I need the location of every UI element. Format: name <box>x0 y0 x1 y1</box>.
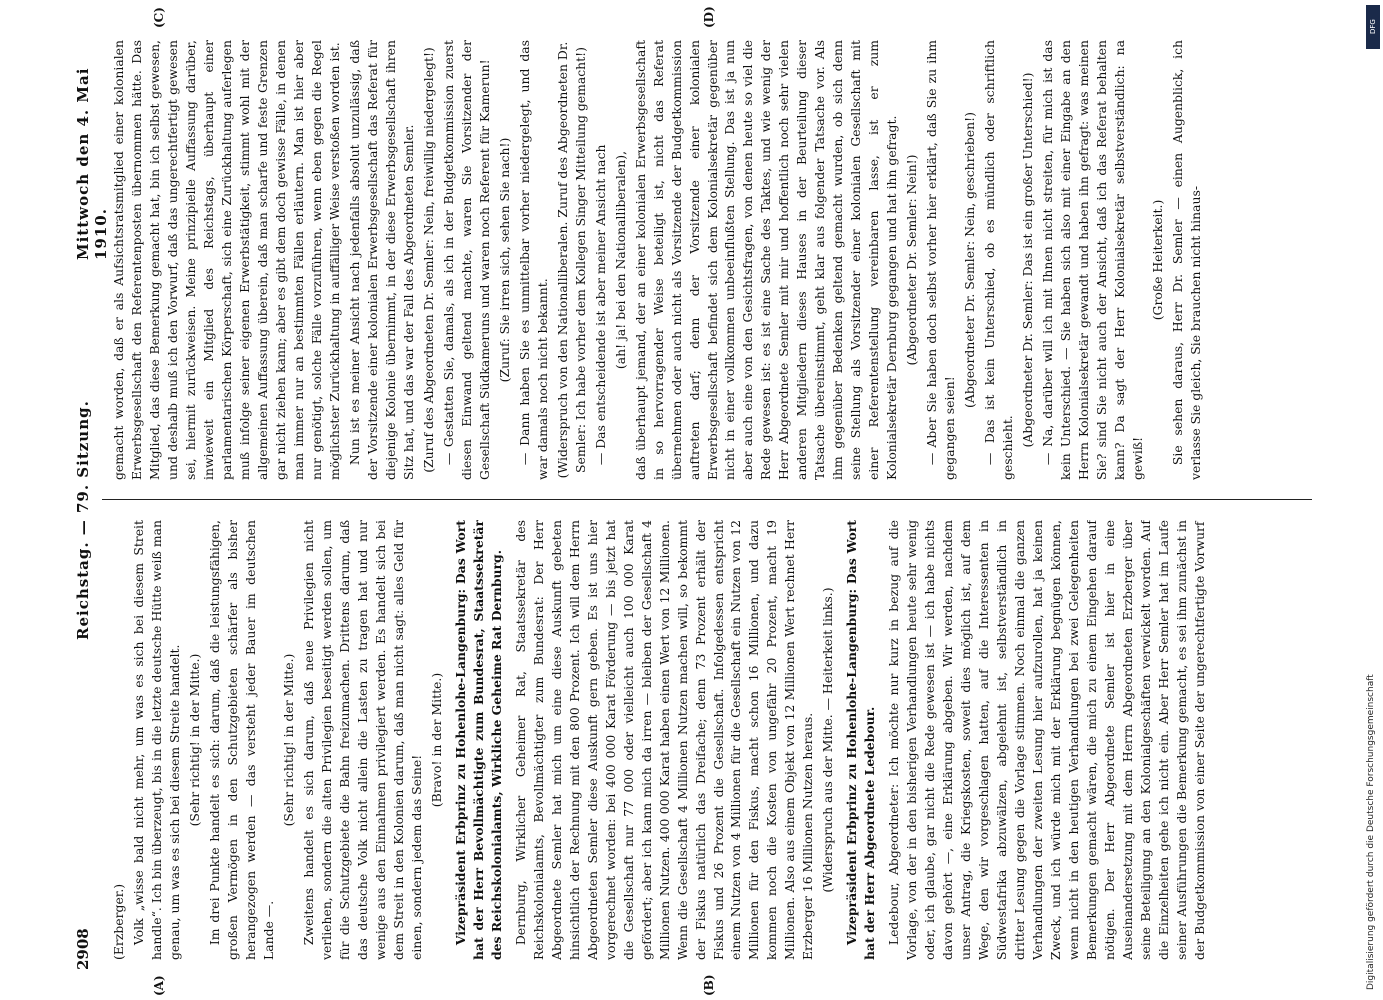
interjection: (Große Heiterkeit.) <box>1149 199 1165 321</box>
paragraph: — Aber Sie haben doch selbst vorher hier erklärt, daß Sie zu ihm gegangen seien! <box>923 40 957 480</box>
paragraph: — Das entscheidende ist aber meiner Ansicht nach <box>592 144 608 466</box>
interjection: (Abgeordneter Dr. Semler: Das ist ein großer Unterschied!) <box>1019 72 1035 448</box>
margin-marker-d: (D) <box>701 6 716 28</box>
column-divider <box>102 499 1312 500</box>
interjection: (ah! ja! bei den Nationalliberalen), <box>612 150 628 370</box>
interjection: (Abgeordneter Dr. Semler: Nein!) <box>903 154 919 366</box>
paragraph: gemacht worden, daß er als Aufsichtsratsmitglied einer kolonialen Erwerbsgesellschaft den Referentenposten übernommen hätte. Das Mitglied, das diese Bemerkung gemacht hat, bin ich selbst gewesen, und deshalb muß ich den Vorwurf, daß das ungerechtfertigt gewesen sei, hiermit zurückweisen. Meine prinzipielle Auffassung darüber, inwieweit ein Mitglied des Reichstags, überhaupt einer parlamentarischen Körperschaft, sich eine Zurückhaltung auferlegen muß infolge seiner eigenen Erwerbstätigkeit, stimmt wohl mit der allgemeinen Auffassung überein, daß man scharfe und feste Grenzen gar nicht ziehen kann; aber es gibt dem doch gewisse Fälle, in denen man immer nur an bestimmten Fällen erläutern. Man ist hier aber nur genötigt, solche Fälle vorzuführen, wenn eben gegen die Regel möglichster Zurückhaltung in auffälliger Weise verstoßen worden ist. <box>110 40 342 480</box>
chair-announcement: Vizepräsident Erbprinz zu Hohenlohe-Langenburg: Das Wort hat der Herr Bevollmächtigte zum Bundesrat, Staatssekretär des Reichskolonialamts, Wirkliche Geheime Rat Dernburg. <box>452 520 504 960</box>
paragraph: Im drei Punkte handelt es sich: darum, daß die leistungsfähigen, großen Vermögen in den Schutzgebieten schärfer als bisher herangezogen werden — das versteht jeder Bauer im deutschen Lande —. <box>206 520 276 960</box>
interjection: (Abgeordneter Dr. Semler: Nein, geschrieben!) <box>961 112 977 408</box>
dfg-logo: DFG <box>1366 5 1380 49</box>
paragraph: daß überhaupt jemand, der an einer kolonialen Erwerbsgesellschaft in so hervorragender Weise beteiligt ist, nicht das Referat übernehmen oder auch nicht als Vorsitzende der Budgetkommission auftreten darf; denn der Vorsitzende einer kolonialen Erwerbsgesellschaft befindet sich dem Kolonialsekretär gegenüber nicht in einer vollkommen unbeeinflußten Stellung. Das ist ja nun aber auch eine von den Gesichtsfragen, von denen heute so viel die Rede gewesen ist: es ist eine Sache des Taktes, und wie wenig der Herr Abgeordnete Semler mit mir und hoffentlich noch sehr vielen anderen Mitgliedern dieses Hauses in der Beurteilung dieser Tatsache übereinstimmt, geht klar aus folgender Tatsache vor. Als ihm gegenüber Bedenken geltend gemacht wurden, ob sich denn seine Stellung als Vorsitzender einer kolonialen Gesellschaft mit einer Referentenstellung vereinbaren lasse, ist er zum Kolonialsekretär Dernburg gegangen und hat ihn gefragt. <box>632 40 899 480</box>
paragraph: Nun ist es meiner Ansicht nach jedenfalls absolut unzulässig, daß der Vorsitzende einer kolonialen Erwerbsgesellschaft das Referat für diejenige Kolonie übernimmt, in der diese Erwerbsgesellschaft ihren Sitz hat, und das war der Fall des Abgeordneten Semler. <box>346 40 416 480</box>
right-column <box>110 40 1310 480</box>
interjection: (Zuruf: Sie irren sich, sehen Sie nach!) <box>496 137 512 383</box>
interjection: (Zuruf des Abgeordneten Dr. Semler: Nein, freiwillig niedergelegt!) <box>420 47 436 473</box>
interjection: (Sehr richtig! in der Mitte.) <box>280 653 296 827</box>
margin-marker-b: (B) <box>701 974 716 996</box>
interjection: (Widerspruch von den Nationalliberalen. Zuruf des Abgeordneten Dr. Semler: Ich habe vorher dem Kollegen Singer Mitteilung gemacht!) <box>554 41 588 479</box>
interjection: (Widerspruch aus der Mitte. — Heiterkeit links.) <box>819 587 835 893</box>
speech-dernburg: Dernburg, Wirklicher Geheimer Rat, Staatssekretär des Reichskolonialamts, Bevollmächtigter zum Bundesrat: Der Herr Abgeordnete Semler hat mich um eine diese Auskunft gebeten hinsichtlich der Rechnung mit den 800 Prozent. Ich will dem Herrn Abgeordneten Semler diese Auskunft gern geben. Es ist uns hier vorgerechnet worden: bei 400 000 Karat Förderung — bis jetzt hat die Gesellschaft nur 77 000 oder vielleicht auch 100 000 Karat gefördert; aber ich kann mich da irren — bleiben der Gesellschaft 4 Millionen Nutzen. 400 000 Karat haben einen Wert von 12 Millionen. Wenn die Gesellschaft 4 Millionen Nutzen machen will, so bekommt der Fiskus natürlich das Dreifache; denn 73 Prozent erhält der Fiskus und 26 Prozent die Gesellschaft. Infolgedessen entspricht einem Nutzen von 4 Millionen für die Gesellschaft ein Nutzen von 12 Millionen für den Fiskus, macht schon 16 Millionen, und dazu kommen noch die Kosten von ungefähr 20 Prozent, macht 19 Millionen. Also aus einem Objekt von 12 Millionen Wert rechnet Herr Erzberger 16 Millionen Nutzen heraus. <box>512 520 815 960</box>
speaker-continuation: (Erzberger.) <box>110 883 126 960</box>
document-page <box>62 6 1322 996</box>
paragraph: Zweitens handelt es sich darum, daß neue Privilegien nicht verliehen, sondern die alten Privilegien beseitigt werden sollen, um für die Schutzgebiete die Bahn freizumachen. Drittens darum, daß das deutsche Volk nicht allein die Lasten zu tragen hat und nur wenige aus den Einnahmen privilegiert werden. Es handelt sich bei dem Streit in den Kolonien darum, daß man nicht sagt: alles Geld für einen, sondern jedem das Seine! <box>300 520 424 960</box>
paragraph: — Na, darüber will ich mit Ihnen nicht streiten, für mich ist das kein Unterschied. — Sie haben sich also mit einer Eingabe an den Herrn Kolonialsekretär gewandt und haben ihn gefragt: was meinen Sie? sind Sie nicht auch der Ansicht, daß ich das Referat behalten kann? Da sagt der Herr Kolonialsekretär selbstverständlich: na gewiß! <box>1039 40 1145 480</box>
speech-ledebour: Ledebour, Abgeordneter: Ich möchte nur kurz in bezug auf die Vorlage, von der in den bisherigen Verhandlungen heute sehr wenig oder, ich glaube, gar nicht die Rede gewesen ist — ich habe nichts davon gehört —, eine Erklärung abgeben. Wir werden, nachdem unser Antrag, die Kriegskosten, soweit dies möglich ist, auf dem Wege, den wir vorgeschlagen hatten, auf die Interessenten in Südwestafrika abzuwälzen, abgelehnt ist, selbstverständlich in dritter Lesung gegen die Vorlage stimmen. Noch einmal die ganzen Verhandlungen der zweiten Lesung hier aufzurollen, hat ja keinen Zweck, und ich würde mich mit der Erklärung begnügen können, wenn nicht in den heutigen Verhandlungen bei zwei Gelegenheiten Bemerkungen gemacht wären, die mich zu einem Eingehen darauf nötigen. Der Herr Abgeordnete Semler ist hier in eine Auseinandersetzung mit dem Herrn Abgeordneten Erzberger über seine Beteiligung an den Kolonialgeschäften verwickelt worden. Auf die Einzelheiten gehe ich nicht ein. Aber Herr Semler hat im Laufe seiner Ausführungen die Bemerkung gemacht, es sei ihm zunächst in der Budgetkommission von einer Seite der ungerechtfertigte Vorwurf <box>885 520 1207 960</box>
paragraph: Volk „wisse bald nicht mehr, um was es sich bei diesem Streit handle“. Ich bin überzeugt, bis in die letzte deutsche Hütte weiß man genau, um was es sich bei diesem Streite handelt. <box>130 520 182 960</box>
digitization-credit: Digitalisierung gefördert durch die Deutsche Forschungsgemeinschaft <box>1366 674 1376 990</box>
margin-marker-c: (C) <box>151 7 166 28</box>
page-header <box>62 30 110 970</box>
interjection: (Bravo! in der Mitte.) <box>428 672 444 808</box>
page-number: 2908 <box>73 928 92 970</box>
paragraph: — Das ist kein Unterschied, ob es mündlich oder schriftlich geschieht. <box>981 40 1015 480</box>
running-title-right: Mittwoch den 4. Mai 1910. <box>73 67 110 260</box>
running-title-left: Reichstag. — 79. Sitzung. <box>73 400 92 640</box>
left-column <box>110 520 1310 960</box>
paragraph: — Gestatten Sie, damals, als ich in der Budgetkommission zuerst diesen Einwand geltend machte, waren Sie Vorsitzender der Gesellschaft Südkameruns und waren noch Referent für Kamerun! <box>440 40 492 480</box>
chair-announcement: Vizepräsident Erbprinz zu Hohenlohe-Langenburg: Das Wort hat der Herr Abgeordnete Ledebour. <box>843 520 877 960</box>
margin-marker-a: (A) <box>151 975 166 996</box>
paragraph: Sie sehen daraus, Herr Dr. Semler — einen Augenblick, ich verlasse Sie gleich, Sie brauchen nicht hinaus- <box>1169 40 1203 480</box>
paragraph: — Dann haben Sie es unmittelbar vorher niedergelegt, und das war damals noch nicht bekannt. <box>516 40 550 480</box>
interjection: (Sehr richtig! in der Mitte.) <box>186 653 202 827</box>
